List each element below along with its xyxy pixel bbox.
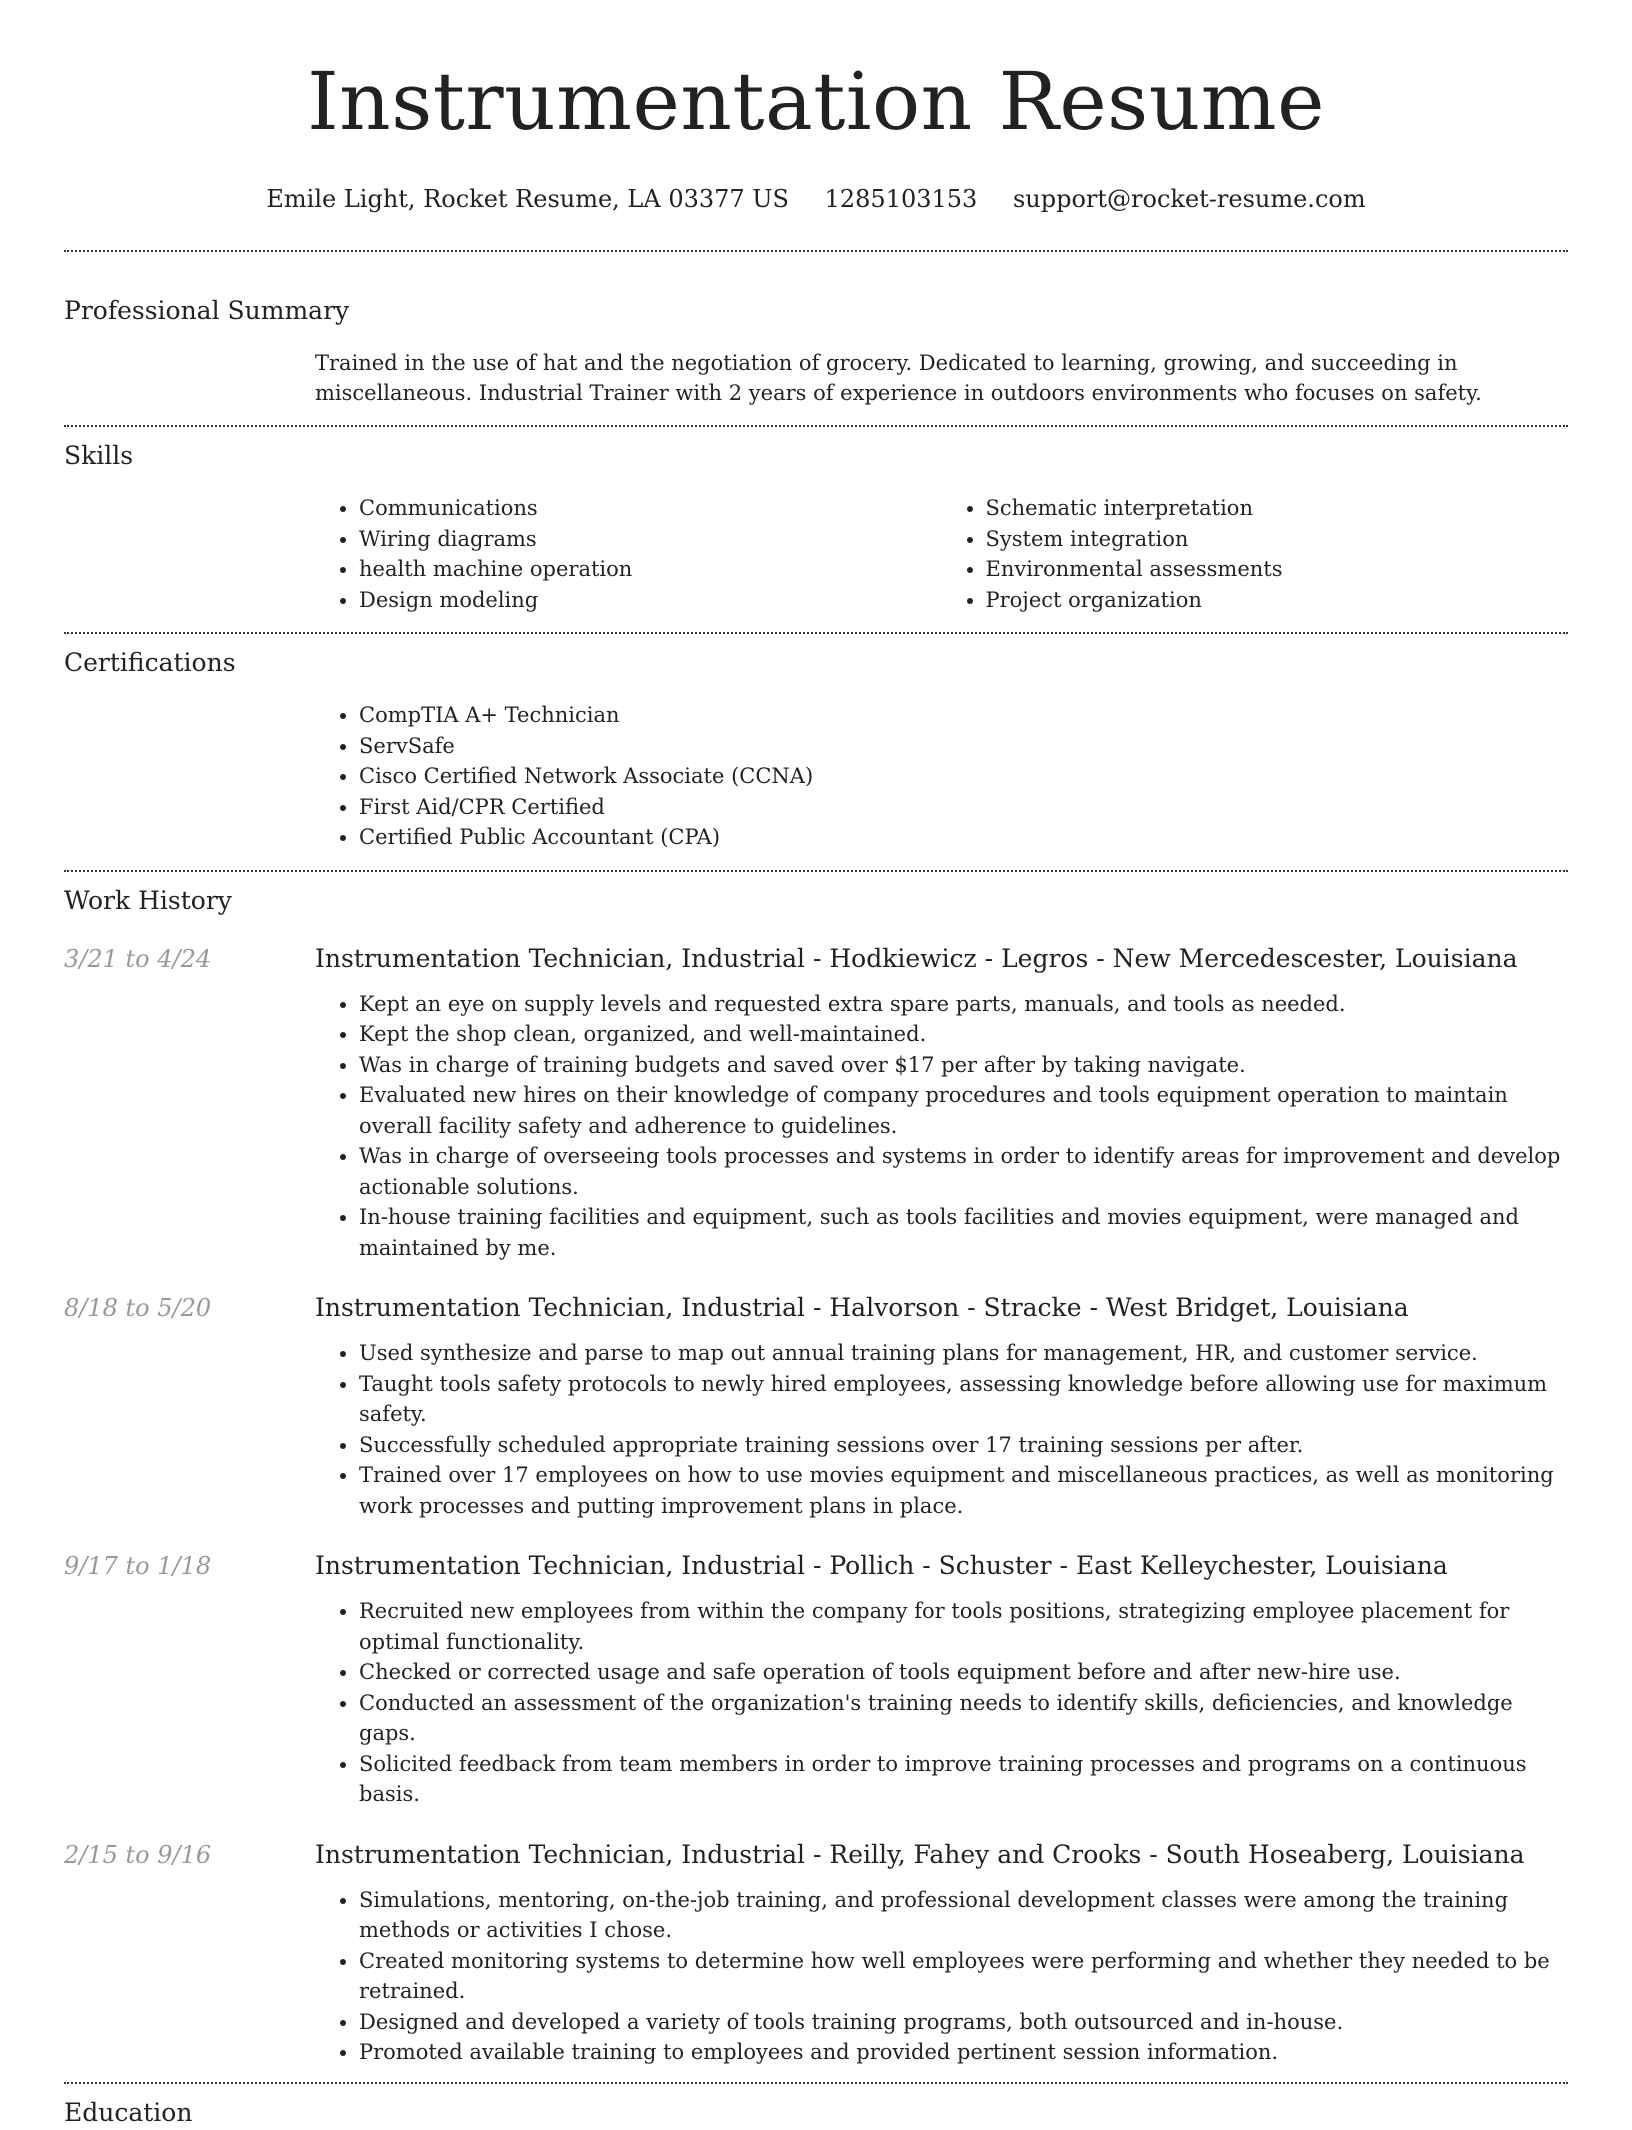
job-bullet: • Created monitoring systems to determine how well employees were performing and whether they needed to be retrained.	[359, 1946, 1568, 2007]
job-bullet: • Trained over 17 employees on how to use movies equipment and miscellaneous practices, as well as monitoring work processes and putting improvement plans in place.	[359, 1460, 1568, 1521]
skill-item: • health machine operation	[359, 554, 942, 585]
skills-section	[64, 427, 1568, 615]
job-bullets	[315, 1885, 1568, 2068]
summary-text: Trained in the use of hat and the negotiation of grocery. Dedicated to learning, growing, and succeeding in miscellaneous. Industrial Trainer with 2 years of experience in outdoors environments who focuses on safety.	[315, 351, 1482, 405]
job-entry	[64, 1291, 1568, 1521]
certification-item: • Cisco Certified Network Associate (CCNA)	[359, 761, 1568, 792]
job-bullet: • In-house training facilities and equipment, such as tools facilities and movies equipment, were managed and maintained by me.	[359, 1202, 1568, 1263]
work-history-section	[64, 872, 1568, 2068]
certifications-heading: Certifications	[64, 648, 236, 677]
job-bullet: • Simulations, mentoring, on-the-job training, and professional development classes were among the training methods or activities I chose.	[359, 1885, 1568, 1946]
certifications-section	[64, 634, 1568, 853]
work-history-heading: Work History	[64, 885, 232, 915]
contact-address: Emile Light, Rocket Resume, LA 03377 US	[266, 185, 789, 213]
skills-list-left	[315, 493, 942, 615]
job-bullet: • Kept an eye on supply levels and requested extra spare parts, manuals, and tools as needed.	[359, 989, 1568, 1020]
job-title: Instrumentation Technician, Industrial - Reilly, Fahey and Crooks - South Hoseaberg, Louisiana	[315, 1839, 1525, 1869]
job-bullets	[315, 1338, 1568, 1521]
skill-item: • Communications	[359, 493, 942, 524]
skill-item: • Wiring diagrams	[359, 524, 942, 555]
job-entry	[64, 942, 1568, 1264]
resume-title: Instrumentation Resume	[307, 55, 1325, 148]
job-entry	[64, 1549, 1568, 1810]
job-date: 8/18 to 5/20	[64, 1294, 212, 1322]
job-entry	[64, 1838, 1568, 2068]
contact-phone: 1285103153	[824, 185, 978, 213]
job-bullet: • Conducted an assessment of the organization's training needs to identify skills, deficiencies, and knowledge gaps.	[359, 1688, 1568, 1749]
job-bullet: • Checked or corrected usage and safe operation of tools equipment before and after new-hire use.	[359, 1657, 1568, 1688]
skill-item: • Design modeling	[359, 585, 942, 616]
education-section	[64, 2084, 1568, 2130]
job-date: 2/15 to 9/16	[64, 1840, 212, 1869]
skills-list-right	[942, 493, 1569, 615]
job-bullet: • Kept the shop clean, organized, and well-maintained.	[359, 1019, 1568, 1050]
certification-item: • Certified Public Accountant (CPA)	[359, 822, 1568, 853]
job-bullet: • Successfully scheduled appropriate training sessions over 17 training sessions per after.	[359, 1430, 1568, 1461]
skill-item: • Project organization	[986, 585, 1569, 616]
job-bullet: • Taught tools safety protocols to newly hired employees, assessing knowledge before allowing use for maximum safety.	[359, 1369, 1568, 1430]
job-bullets	[315, 1596, 1568, 1810]
job-date: 9/17 to 1/18	[64, 1552, 212, 1580]
job-title: Instrumentation Technician, Industrial - Hodkiewicz - Legros - New Mercedescester, Louisiana	[315, 943, 1518, 973]
certifications-list	[315, 700, 1568, 853]
job-bullet: • Evaluated new hires on their knowledge of company procedures and tools equipment operation to maintain overall facility safety and adherence to guidelines.	[359, 1080, 1568, 1141]
job-bullet: • Used synthesize and parse to map out annual training plans for management, HR, and customer service.	[359, 1338, 1568, 1369]
job-bullet: • Was in charge of overseeing tools processes and systems in order to identify areas for improvement and develop actionable solutions.	[359, 1141, 1568, 1202]
job-bullet: • Solicited feedback from team members in order to improve training processes and programs on a continuous basis.	[359, 1749, 1568, 1810]
skills-grid	[315, 493, 1568, 615]
job-date: 3/21 to 4/24	[64, 944, 212, 973]
certification-item: • CompTIA A+ Technician	[359, 700, 1568, 731]
summary-section	[64, 252, 1568, 408]
certification-item: • ServSafe	[359, 731, 1568, 762]
job-bullet: • Recruited new employees from within the company for tools positions, strategizing employee placement for optimal functionality.	[359, 1596, 1568, 1657]
job-bullet: • Designed and developed a variety of tools training programs, both outsourced and in-house.	[359, 2007, 1568, 2038]
job-bullets	[315, 989, 1568, 1264]
skills-heading: Skills	[64, 441, 134, 470]
skill-item: • System integration	[986, 524, 1569, 555]
job-bullet: • Promoted available training to employees and provided pertinent session information.	[359, 2037, 1568, 2068]
certification-item: • First Aid/CPR Certified	[359, 792, 1568, 823]
contact-line	[64, 182, 1568, 216]
job-bullet: • Was in charge of training budgets and saved over $17 per after by taking navigate.	[359, 1050, 1568, 1081]
summary-heading: Professional Summary	[64, 296, 350, 325]
job-title: Instrumentation Technician, Industrial - Halvorson - Stracke - West Bridget, Louisiana	[315, 1293, 1409, 1322]
education-heading: Education	[64, 2097, 193, 2127]
contact-email: support@rocket-resume.com	[1012, 185, 1366, 213]
skill-item: • Environmental assessments	[986, 554, 1569, 585]
job-title: Instrumentation Technician, Industrial - Pollich - Schuster - East Kelleychester, Louisiana	[315, 1551, 1448, 1580]
skill-item: • Schematic interpretation	[986, 493, 1569, 524]
